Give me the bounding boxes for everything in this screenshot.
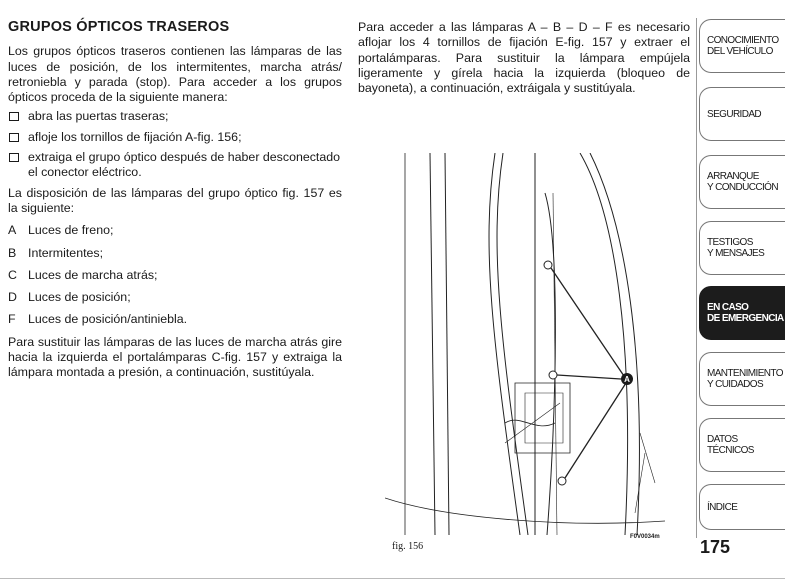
tab-conocimiento-del-vehiculo[interactable]: [699, 19, 785, 73]
tab-label-line2: DE EMERGENCIA: [707, 313, 784, 324]
step-item: [8, 130, 342, 145]
lamp-item: [8, 223, 342, 238]
lamp-letter: D: [8, 290, 17, 305]
lamp-letter: C: [8, 267, 17, 282]
step-item: [8, 150, 342, 181]
checkbox-bullet-icon: [9, 133, 19, 142]
step-text: abra las puertas traseras;: [28, 109, 169, 124]
lamp-item: [8, 268, 342, 283]
tab-en-caso-de-emergencia[interactable]: [699, 286, 785, 340]
checkbox-bullet-icon: [9, 153, 19, 162]
tab-mantenimiento-y-cuidados[interactable]: [699, 352, 785, 406]
lamp-text: Luces de posición/antiniebla.: [28, 312, 188, 327]
tab-label-line1: TESTIGOS: [707, 237, 753, 248]
lamp-item: [8, 290, 342, 305]
intro-paragraph: Los grupos ópticos traseros contienen las lámparas de las luces de posición, de los intermitentes, marcha atrás/ retroniebla y parada (stop). Para acceder a los grupos ópticos proceda de la siguiente manera:: [8, 44, 342, 105]
tab-label-line1: SEGURIDAD: [707, 108, 762, 120]
tab-testigos-y-mensajes[interactable]: [699, 221, 785, 275]
lamp-text: Luces de marcha atrás;: [28, 267, 158, 282]
lamp-text: Intermitentes;: [28, 245, 104, 260]
lamp-item: [8, 312, 342, 327]
step-item: [8, 109, 342, 124]
tail-light-figure: [385, 153, 665, 535]
tab-label-line1: DATOS TÉCNICOS: [707, 434, 754, 456]
lamp-text: Luces de freno;: [28, 223, 114, 238]
lamp-letter: A: [8, 223, 17, 238]
tab-label-line1: MANTENIMIENTO: [707, 368, 783, 379]
lamp-item: [8, 246, 342, 261]
tab-indice[interactable]: [699, 484, 785, 530]
checkbox-bullet-icon: [9, 112, 19, 121]
tab-label-line1: EN CASO: [707, 302, 749, 313]
right-paragraph: Para acceder a las lámparas A – B – D – F es necesario aflojar los 4 tornillos de fijación E-fig. 157 y extraer el portalámparas. Para sustituir la lámpara empújela ligeramente y gírela hacia la izquierda (bloqueo de bayoneta), a continuación, extráigala y sustitúyala.: [358, 20, 690, 96]
reverse-paragraph: Para sustituir las lámparas de las luces de marcha atrás gire hacia la izquierda el portalámparas C-fig. 157 y extraiga la lámpara montada a presión, a continuación, sustitúyala.: [8, 334, 342, 380]
tab-label-line1: CONOCIMIENTO: [707, 35, 779, 46]
tab-label-line1: ÍNDICE: [707, 501, 738, 513]
page-number: 175: [700, 537, 731, 557]
lamp-letter: B: [8, 245, 17, 260]
lamp-letter: F: [8, 312, 16, 327]
figure-label: fig. 156: [392, 541, 424, 552]
tab-label-line1: ARRANQUE: [707, 171, 759, 182]
step-text: extraiga el grupo óptico después de haber desconectado el conector eléctrico.: [28, 150, 341, 180]
tab-label-line2: Y MENSAJES: [707, 248, 765, 259]
tab-seguridad[interactable]: [699, 87, 785, 141]
left-column: [8, 20, 342, 385]
tab-label-line2: Y CUIDADOS: [707, 379, 764, 390]
figure-code: F0V0034m: [630, 534, 660, 540]
layout-intro: La disposición de las lámparas del grupo óptico fig. 157 es la siguiente:: [8, 185, 342, 215]
page-edge-line: [0, 578, 785, 579]
lamp-text: Luces de posición;: [28, 290, 131, 305]
section-title: GRUPOS ÓPTICOS TRASEROS: [8, 19, 230, 35]
step-text: afloje los tornillos de fijación A-fig. 156;: [28, 129, 242, 144]
callout-label: A: [624, 375, 630, 384]
tab-label-line2: DEL VEHÍCULO: [707, 46, 773, 57]
tab-datos-tecnicos[interactable]: [699, 418, 785, 472]
tab-divider: [696, 18, 697, 538]
tab-arranque-y-conduccion[interactable]: [699, 155, 785, 209]
tab-label-line2: Y CONDUCCIÓN: [707, 182, 778, 193]
